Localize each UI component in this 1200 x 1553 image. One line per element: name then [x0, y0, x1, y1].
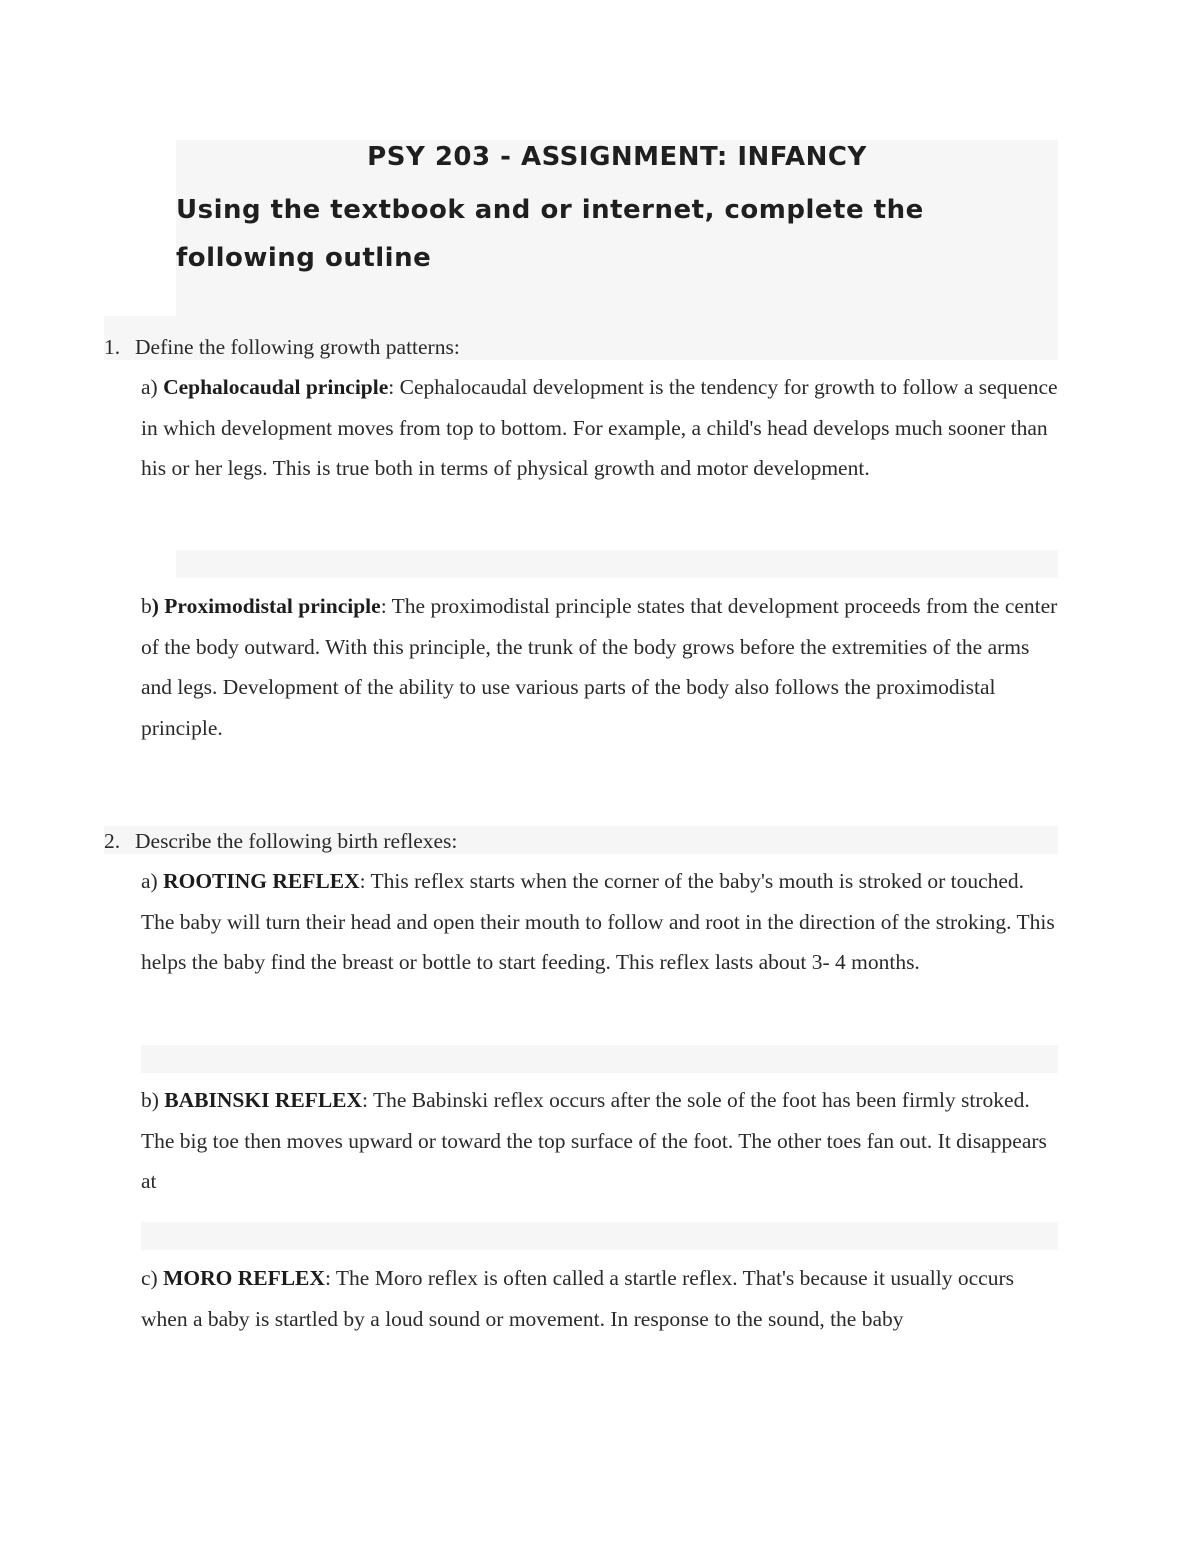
answer-proximodistal — [141, 586, 1061, 749]
document-title: PSY 203 - ASSIGNMENT: INFANCY — [367, 142, 867, 172]
answer-letter: a) — [141, 375, 158, 399]
answer-text: : The Babinski reflex occurs after the sole of the foot has been firmly stroked. The big toe then moves upward or toward the top surface of the foot. The other toes fan out. It disappears at — [141, 1088, 1047, 1194]
answer-rooting-reflex — [141, 861, 1061, 983]
answer-text: : This reflex starts when the corner of the baby's mouth is stroked or touched. The baby will turn their head and open their mouth to follow and root in the direction of the stroking. This helps the baby find the breast or bottle to start feeding. This reflex lasts about 3- 4 months. — [141, 869, 1055, 975]
answer-text: : The proximodistal principle states that development proceeds from the center of the body outward. With this principle, the trunk of the body grows before the extremities of the arms and legs. Development of the ability to use various parts of the body also follows the proximodistal principle. — [141, 594, 1058, 741]
answer-moro-reflex — [141, 1258, 1061, 1339]
question-text: Define the following growth patterns: — [135, 335, 460, 359]
question-text: Describe the following birth reflexes: — [135, 829, 458, 853]
spacer-field-1 — [176, 550, 1058, 578]
answer-term: Cephalocaudal principle — [163, 375, 389, 399]
question-number: 2. — [104, 829, 121, 853]
spacer-field-3 — [141, 1222, 1058, 1250]
answer-term: MORO REFLEX — [163, 1266, 325, 1290]
answer-term: BABINSKI REFLEX — [164, 1088, 363, 1112]
answer-babinski-reflex — [141, 1080, 1061, 1202]
answer-text: : The Moro reflex is often called a startle reflex. That's because it usually occurs when a baby is startled by a loud sound or movement. In response to the sound, the baby — [141, 1266, 1014, 1331]
answer-term: ROOTING REFLEX — [163, 869, 360, 893]
document-subtitle: Using the textbook and or internet, complete the following outline — [176, 195, 924, 273]
spacer-field-2 — [141, 1045, 1058, 1073]
answer-text: : Cephalocaudal development is the tendency for growth to follow a sequence in which development moves from top to bottom. For example, a child's head develops much sooner than his or her legs. This is true both in terms of physical growth and motor development. — [141, 375, 1058, 481]
answer-letter: b — [141, 594, 152, 618]
answer-letter: a) — [141, 869, 158, 893]
question-1-prompt — [104, 332, 460, 362]
answer-cephalocaudal — [141, 367, 1061, 489]
question-2-prompt — [104, 826, 457, 856]
answer-letter: b) — [141, 1088, 159, 1112]
answer-letter: c) — [141, 1266, 158, 1290]
question-number: 1. — [104, 335, 121, 359]
answer-term: ) Proximodistal principle — [151, 594, 381, 618]
